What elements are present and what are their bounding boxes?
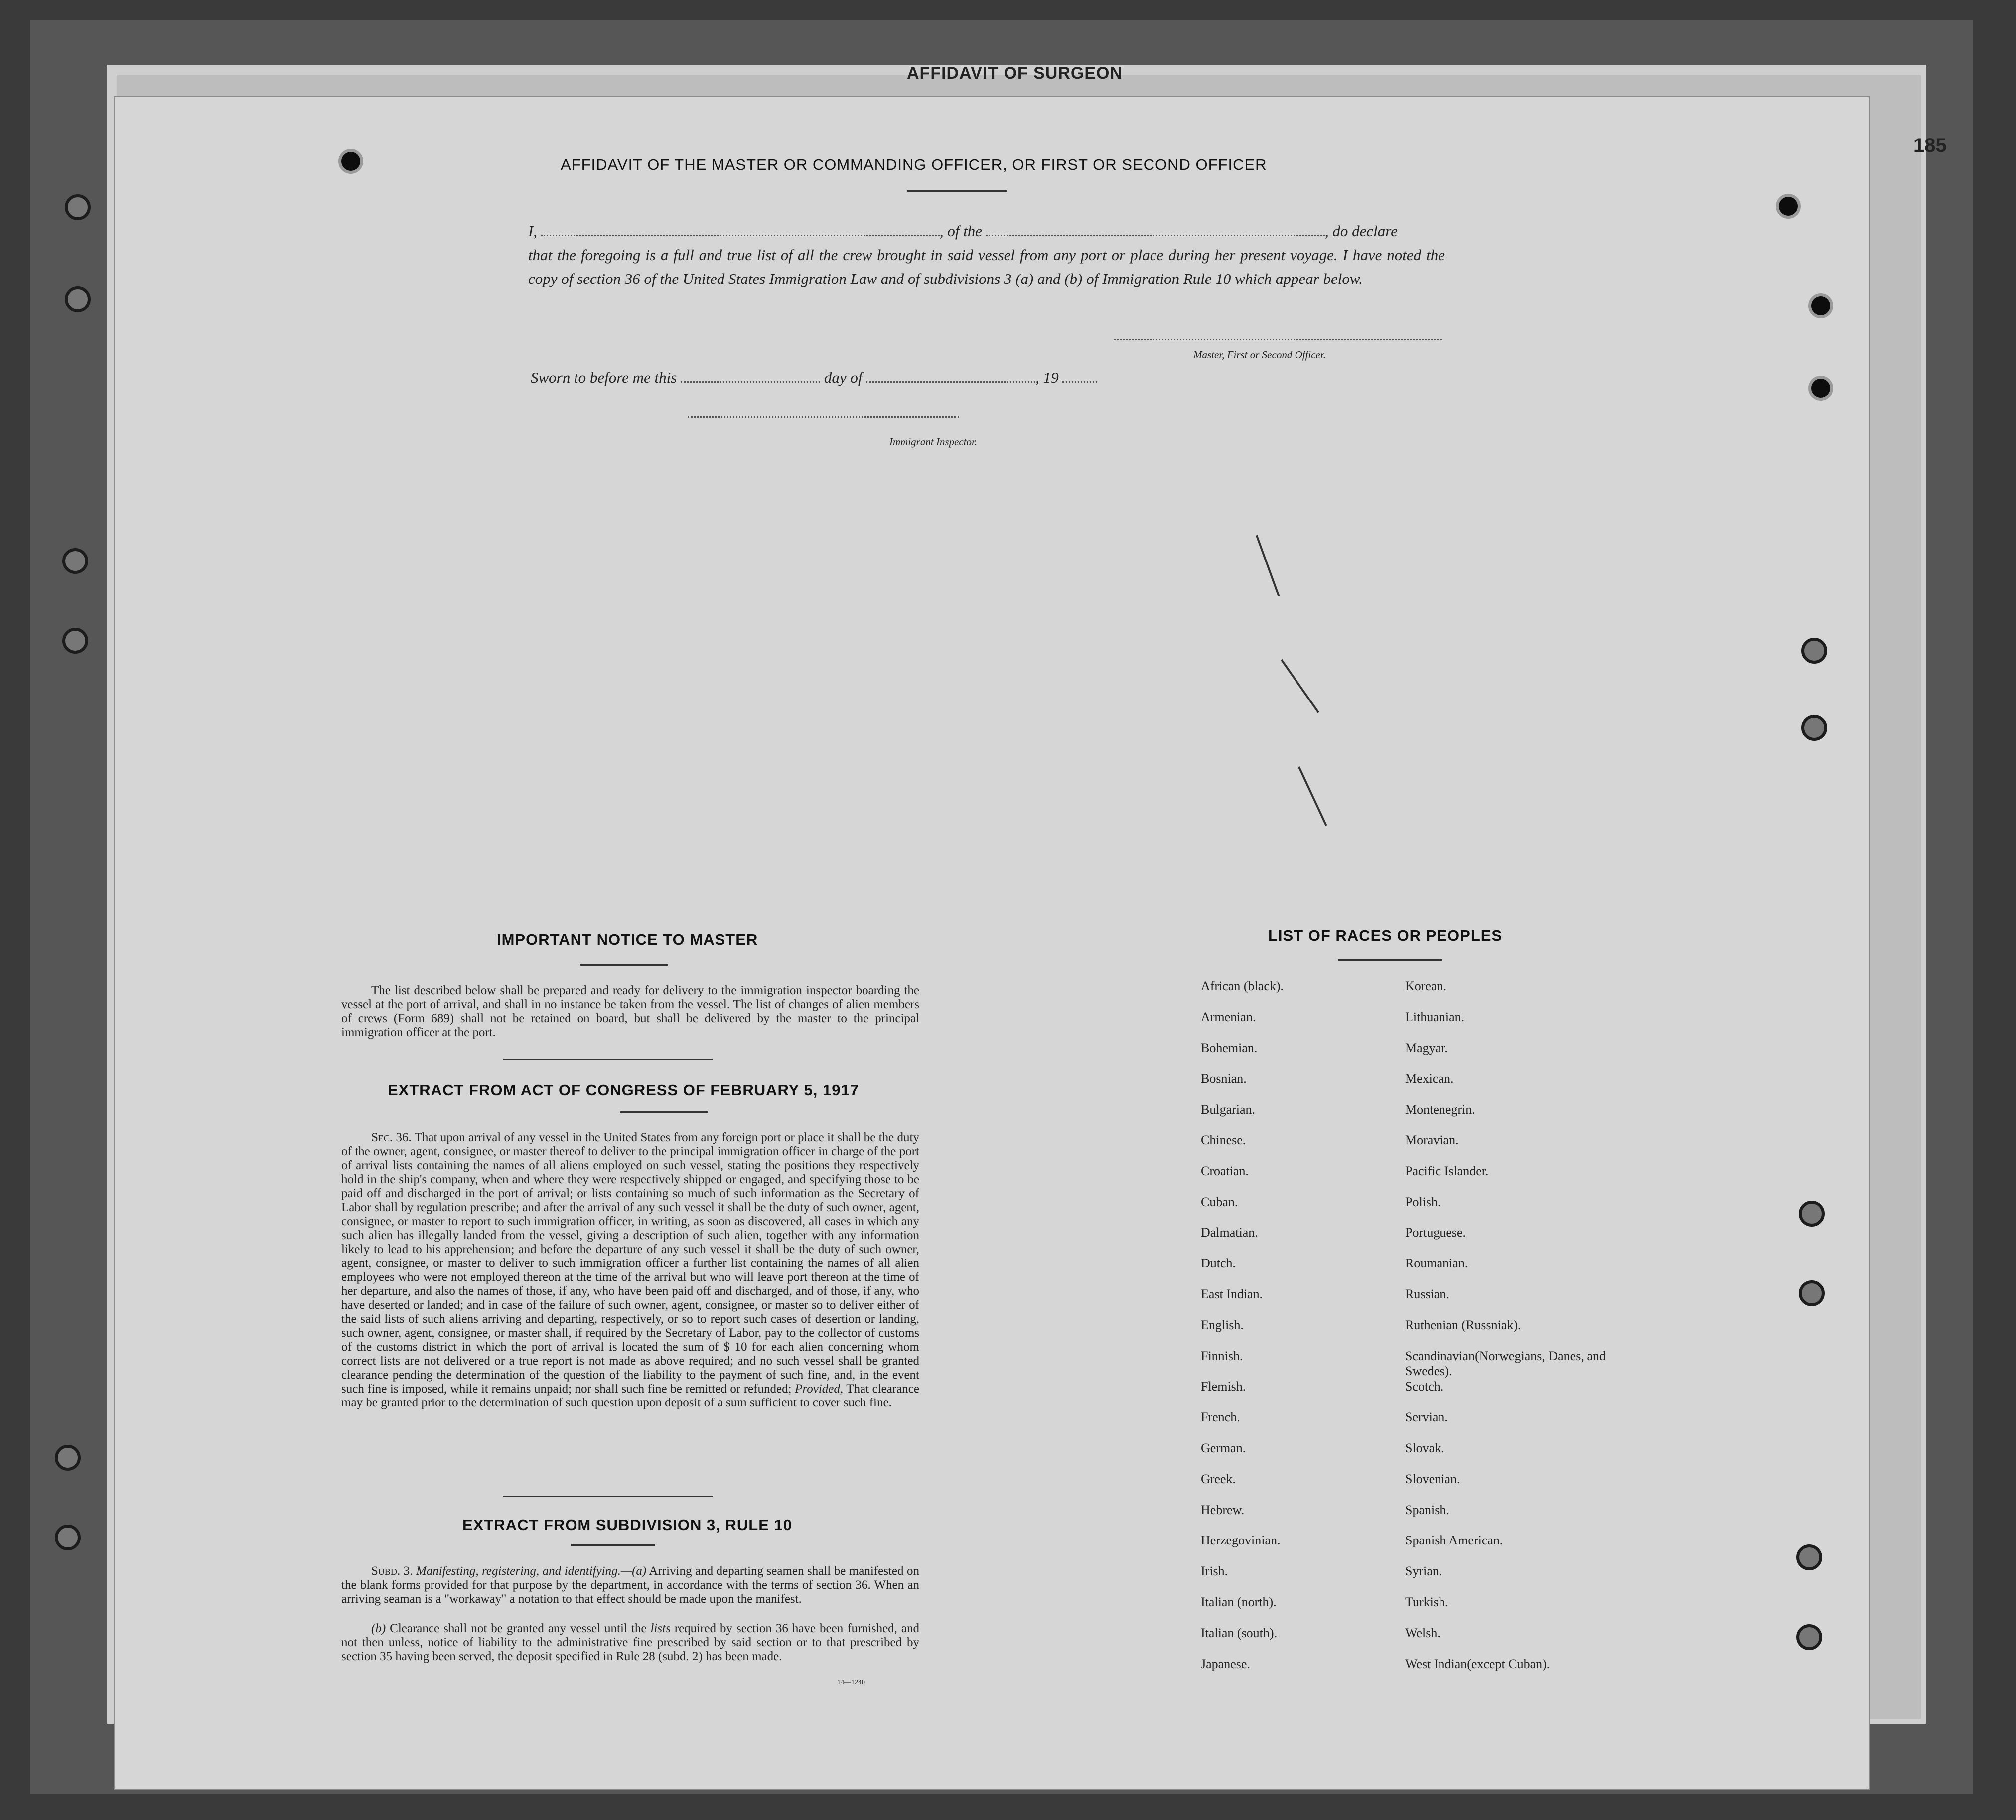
declaration-text: , of the xyxy=(939,222,983,240)
sworn-date-blank[interactable] xyxy=(681,371,820,383)
race-item: Slovenian. xyxy=(1405,1471,1460,1486)
binder-ring-icon xyxy=(62,628,88,654)
pencil-mark xyxy=(1256,535,1280,597)
race-item: Montenegrin. xyxy=(1405,1102,1475,1117)
race-item: Japanese. xyxy=(1201,1656,1250,1671)
subd-b-lists: lists xyxy=(650,1622,671,1635)
form-sheet xyxy=(115,97,1869,1789)
section-text: That upon arrival of any vessel in the United States from any foreign port or place it shall be the duty of the owner, agent, consignee, or master thereof to deliver to the principal immigration officer in charge of the port of arrival lists containing the names of all aliens employed on such vessel, stating the positions they respectively hold in the ship's company, when and where they were respectively shipped or engaged, and specifying those to be paid off and discharged in the port of arrival; or lists containing so much of such information as the Secretary of Labor shall by regulation prescribe; and after the arrival of any such vessel it shall be the duty of such owner, agent, consignee, or master to report to such immigration officer, in writing, as soon as discovered, all cases in which any such alien has illegally landed from the vessel, giving a description of such alien, together with any information likely to lead to his apprehension; and before the departure of any such vessel it shall be the duty of such owner, agent, consignee, or master to deliver to such immigration officer a further list containing the names of all alien employees who were not employed thereon at the time of the arrival but who will leave port thereon at the time of her departure, and also the names of those, if any, who have been paid off and discharged, and of those, if any, who have deserted or landed; and in case of the failure of such owner, agent, consignee, or master so to deliver either of the said lists of such aliens arriving and departing, respectively, or so to report such cases of desertion or landing, such owner, agent, consignee, or master shall, if required by the Secretary of Labor, pay to the collector of customs of the customs district in which the port of arrival is located the sum of $ 10 for each alien concerning whom correct lists are not delivered or a true report is not made as above required; and no such vessel shall be granted clearance pending the determination of the question of the liability to the payment of such fine, and, in the event such fine is imposed, while it remains unpaid; nor shall such fine be remitted or refunded; xyxy=(341,1131,919,1396)
name-blank[interactable] xyxy=(541,224,940,236)
extract-rule-title-rule xyxy=(571,1544,655,1546)
race-item: Spanish American. xyxy=(1405,1533,1503,1548)
race-item: Lithuanian. xyxy=(1405,1009,1465,1024)
race-item: Armenian. xyxy=(1201,1009,1256,1024)
race-item: Ruthenian (Russniak). xyxy=(1405,1317,1521,1332)
subd-b-label: (b) xyxy=(371,1622,386,1635)
race-item: Chinese. xyxy=(1201,1132,1246,1147)
race-item: Moravian. xyxy=(1405,1132,1459,1147)
sworn-text: Sworn to before me this xyxy=(531,369,677,386)
sworn-text: day of xyxy=(824,369,863,386)
race-item: Bohemian. xyxy=(1201,1040,1258,1055)
subd-label: Subd. 3. xyxy=(371,1564,413,1578)
race-item: Magyar. xyxy=(1405,1040,1448,1055)
race-item: Dalmatian. xyxy=(1201,1225,1258,1240)
subd-heading: Manifesting, registering, and identifying.—(a) xyxy=(416,1564,647,1578)
race-item: Syrian. xyxy=(1405,1564,1442,1579)
master-signature-label: Master, First or Second Officer. xyxy=(1193,349,1326,361)
extract-rule-title: EXTRACT FROM SUBDIVISION 3, RULE 10 xyxy=(462,1516,792,1534)
declaration-text: , do declare xyxy=(1324,222,1398,240)
inspector-signature-label: Immigrant Inspector. xyxy=(889,436,978,448)
sworn-month-blank[interactable] xyxy=(866,371,1035,383)
race-item: Slovak. xyxy=(1405,1440,1444,1455)
race-item: Finnish. xyxy=(1201,1348,1243,1363)
race-item: Roumanian. xyxy=(1405,1256,1468,1271)
races-left-column xyxy=(1201,979,1395,1687)
races-right-column xyxy=(1405,979,1614,1687)
binder-ring-icon xyxy=(62,548,88,574)
race-item: Dutch. xyxy=(1201,1256,1236,1271)
race-item: East Indian. xyxy=(1201,1286,1263,1301)
race-item: Welsh. xyxy=(1405,1625,1440,1640)
affidavit-title: AFFIDAVIT OF THE MASTER OR COMMANDING OFFICER, OR FIRST OR SECOND OFFICER xyxy=(561,156,1267,173)
race-item: Russian. xyxy=(1405,1286,1449,1301)
binder-ring-icon xyxy=(55,1525,81,1550)
race-item: Herzegovinian. xyxy=(1201,1533,1281,1548)
race-item: Italian (north). xyxy=(1201,1594,1277,1609)
binder-ring-icon xyxy=(65,286,91,312)
punch-hole-icon xyxy=(1811,379,1830,398)
race-item: Scotch. xyxy=(1405,1379,1444,1394)
race-item: Korean. xyxy=(1405,979,1447,993)
binder-ring-icon xyxy=(65,194,91,220)
races-title-rule xyxy=(1338,959,1442,961)
vessel-blank[interactable] xyxy=(986,224,1325,236)
race-item: Flemish. xyxy=(1201,1379,1246,1394)
race-item: Portuguese. xyxy=(1405,1225,1466,1240)
underlying-page-heading: AFFIDAVIT OF SURGEON xyxy=(907,64,1123,83)
race-item: Turkish. xyxy=(1405,1594,1448,1609)
race-item: French. xyxy=(1201,1410,1240,1425)
subd-text: Arriving and departing seamen shall be manifested on the blank forms provided for that purpose by the department, in accordance with the terms of section 36. When an arriving seaman is a "workaway" a notation to that effect should be made upon the manifest. xyxy=(341,1564,920,1606)
race-item: Polish. xyxy=(1405,1194,1441,1209)
binder-ring-icon xyxy=(1799,1201,1825,1227)
inspector-signature-line[interactable] xyxy=(688,416,959,418)
race-item: German. xyxy=(1201,1440,1246,1455)
form-code: 14—1240 xyxy=(837,1679,865,1686)
subd-b-text: required by section 36 have been furnished, and not then unless, notice of liability to the administrative fine prescribed by said section or to that prescribed by section 35 having been served, the deposit specified in Rule 28 (subd. 2) has been made. xyxy=(341,1622,920,1663)
sworn-year-blank[interactable] xyxy=(1062,371,1097,383)
proviso-text: That clearance may be granted prior to the determination of such question upon deposit of a sum sufficient to cover such fine. xyxy=(341,1382,919,1409)
race-item: English. xyxy=(1201,1317,1244,1332)
race-item: Cuban. xyxy=(1201,1194,1238,1209)
binder-ring-icon xyxy=(1801,715,1827,741)
binder-ring-icon xyxy=(1801,638,1827,664)
declaration-text: I, xyxy=(528,222,538,240)
race-item: Irish. xyxy=(1201,1564,1228,1579)
race-item: Mexican. xyxy=(1405,1071,1454,1086)
race-item: Pacific Islander. xyxy=(1405,1163,1489,1178)
binder-ring-icon xyxy=(1799,1280,1825,1306)
race-item: Greek. xyxy=(1201,1471,1236,1486)
notice-title: IMPORTANT NOTICE TO MASTER xyxy=(497,931,758,948)
race-item: African (black). xyxy=(1201,979,1284,993)
affidavit-title-rule xyxy=(907,190,1007,192)
declaration-body: that the foregoing is a full and true list of all the crew brought in said vessel from any port or place during her present voyage. I have noted the copy of section 36 of the United States Immigration Law and of subdivisions 3 (a) and (b) of Immigration Rule 10 which appear below. xyxy=(528,246,1445,287)
extract-rule-subd-b xyxy=(341,1622,919,1664)
race-item: Bosnian. xyxy=(1201,1071,1247,1086)
notice-text: The list described below shall be prepared and ready for delivery to the immigration inspector boarding the vessel at the port of arrival, and shall in no instance be taken from the vessel. The list of changes of alien members of crews (Form 689) shall not be retained on board, but shall be delivered by the master to the principal immigration officer at the port. xyxy=(341,984,919,1039)
extract-rule-subd-a xyxy=(341,1564,919,1606)
proviso-label: Provided, xyxy=(795,1382,844,1396)
notice-divider xyxy=(503,1059,713,1060)
sworn-text: , 19 xyxy=(1035,369,1059,386)
races-title: LIST OF RACES OR PEOPLES xyxy=(1268,927,1503,944)
sworn-line xyxy=(531,369,1097,387)
race-item: Croatian. xyxy=(1201,1163,1249,1178)
punch-hole-icon xyxy=(341,152,360,171)
page-number: 185 xyxy=(1913,135,1947,156)
section-label: Sec. 36. xyxy=(371,1131,412,1144)
extract-act-text xyxy=(341,1131,919,1410)
pencil-mark xyxy=(1298,766,1327,826)
binder-ring-icon xyxy=(1796,1624,1822,1650)
race-item: Bulgarian. xyxy=(1201,1102,1256,1117)
binder-ring-icon xyxy=(1796,1544,1822,1570)
subd-b-text: Clearance shall not be granted any vessel until the xyxy=(390,1622,647,1635)
race-item: Servian. xyxy=(1405,1410,1448,1425)
pencil-mark xyxy=(1281,659,1319,713)
race-item: West Indian(except Cuban). xyxy=(1405,1656,1550,1671)
master-signature-line[interactable] xyxy=(1114,339,1442,340)
extract-act-divider xyxy=(503,1496,713,1497)
extract-act-title-rule xyxy=(620,1111,708,1113)
punch-hole-icon xyxy=(1779,197,1798,216)
extract-act-title: EXTRACT FROM ACT OF CONGRESS OF FEBRUARY 5, 1917 xyxy=(388,1081,859,1099)
race-item: Hebrew. xyxy=(1201,1502,1245,1517)
binder-ring-icon xyxy=(55,1445,81,1471)
notice-title-rule xyxy=(580,964,668,966)
race-item: Italian (south). xyxy=(1201,1625,1278,1640)
race-item: Scandinavian(Norwegians, Danes, and Swedes). xyxy=(1405,1348,1606,1378)
race-item: Spanish. xyxy=(1405,1502,1449,1517)
affidavit-declaration xyxy=(528,219,1445,291)
punch-hole-icon xyxy=(1811,296,1830,315)
